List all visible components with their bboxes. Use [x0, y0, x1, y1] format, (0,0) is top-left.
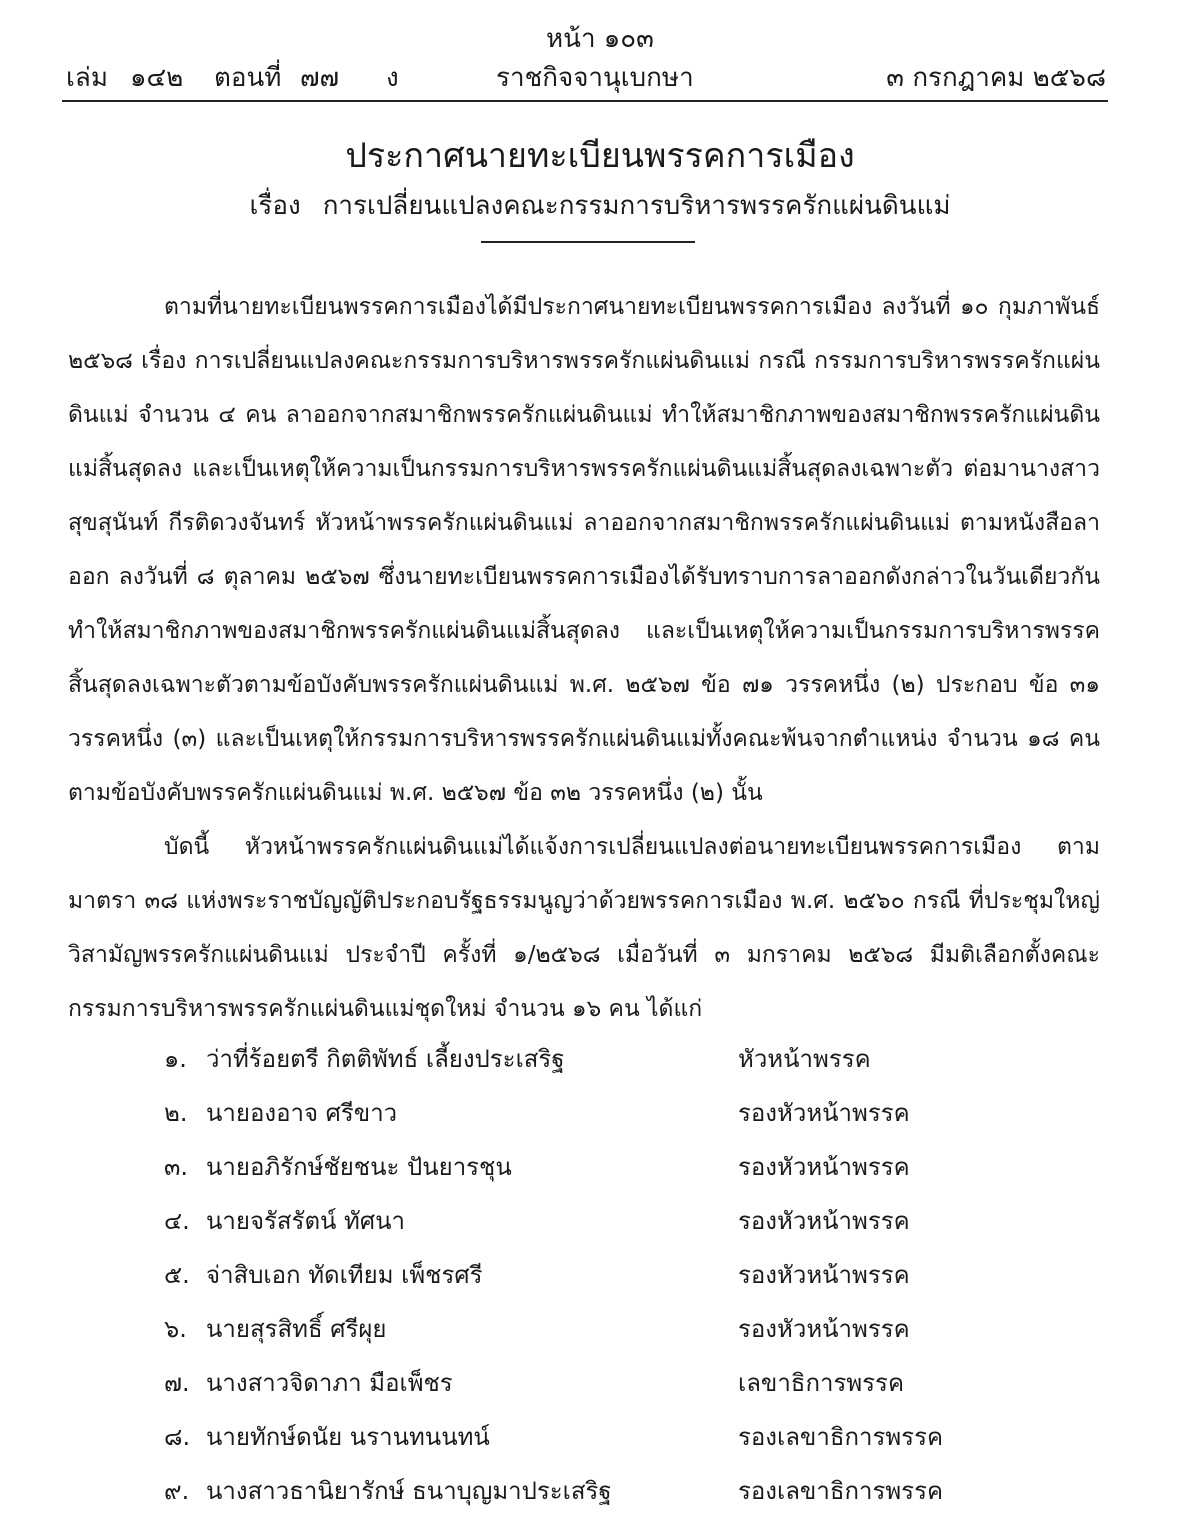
committee-member-row [164, 1194, 1064, 1248]
member-name: นายทักษ์ดนัย นรานทนนทน์ [206, 1423, 490, 1451]
member-role: รองหัวหน้าพรรค [738, 1315, 910, 1343]
paragraph-notice: บัดนี้ หัวหน้าพรรครักแผ่นดินแม่ได้แจ้งการเปลี่ยนแปลงต่อนายทะเบียนพรรคการเมือง ตามมาตรา ๓๘ แห่งพระราชบัญญัติประกอบรัฐธรรมนูญว่าด้วยพรรคการเมือง พ.ศ. ๒๕๖๐ กรณี ที่ประชุมใหญ่วิสามัญพรรครักแผ่นดินแม่ ประจำปี ครั้งที่ ๑/๒๕๖๘ เมื่อวันที่ ๓ มกราคม ๒๕๖๘ มีมติเลือกตั้งคณะกรรมการบริหารพรรครักแผ่นดินแม่ชุดใหม่ จำนวน ๑๖ คน ได้แก่ [68, 834, 1100, 1022]
member-number: ๔. [164, 1207, 190, 1235]
gazette-name: ราชกิจจานุเบกษา [496, 63, 694, 93]
member-number: ๒. [164, 1099, 188, 1127]
volume-number: ๑๔๒ [130, 63, 184, 93]
member-role: รองหัวหน้าพรรค [738, 1153, 910, 1181]
announcement-body [68, 280, 1100, 1036]
committee-member-row [164, 1086, 1064, 1140]
issue-number: ๗๗ [300, 63, 340, 93]
committee-member-row [164, 1464, 1064, 1518]
volume-label: เล่ม [66, 63, 108, 93]
member-name: นายองอาจ ศรีขาว [206, 1099, 398, 1127]
member-number: ๑. [164, 1045, 187, 1073]
subject-text: การเปลี่ยนแปลงคณะกรรมการบริหารพรรครักแผ่นดินแม่ [322, 191, 951, 221]
gazette-header [66, 60, 1106, 96]
member-number: ๙. [164, 1477, 190, 1505]
committee-member-row [164, 1356, 1064, 1410]
member-name: ว่าที่ร้อยตรี กิตติพัทธ์ เลี้ยงประเสริฐ [206, 1045, 565, 1073]
committee-member-row [164, 1410, 1064, 1464]
member-role: รองเลขาธิการพรรค [738, 1477, 944, 1505]
member-name: นายจรัสรัตน์ ทัศนา [206, 1207, 405, 1235]
committee-member-row [164, 1248, 1064, 1302]
member-role: หัวหน้าพรรค [738, 1045, 871, 1073]
member-role: รองหัวหน้าพรรค [738, 1099, 910, 1127]
committee-member-row [164, 1140, 1064, 1194]
member-number: ๕. [164, 1261, 190, 1289]
title-divider [481, 241, 695, 243]
member-role: รองหัวหน้าพรรค [738, 1207, 910, 1235]
publication-date: ๓ กรกฎาคม ๒๕๖๘ [886, 63, 1106, 93]
issue-label: ตอนที่ [214, 63, 282, 93]
member-name: จ่าสิบเอก ทัดเทียม เพ็ชรศรี [206, 1261, 483, 1289]
member-number: ๘. [164, 1423, 191, 1451]
member-role: รองหัวหน้าพรรค [738, 1261, 910, 1289]
member-role: รองเลขาธิการพรรค [738, 1423, 944, 1451]
member-name: นางสาวธานิยารักษ์ ธนาบุญมาประเสริฐ [206, 1477, 612, 1505]
committee-member-row [164, 1302, 1064, 1356]
member-name: นายสุรสิทธิ์ ศรีผุย [206, 1315, 387, 1343]
member-number: ๓. [164, 1153, 189, 1181]
page-number: หน้า ๑๐๓ [546, 24, 654, 54]
member-role: เลขาธิการพรรค [738, 1369, 904, 1397]
announcement-subject [0, 186, 1200, 226]
member-name: นายอภิรักษ์ชัยชนะ ปันยารชุน [206, 1153, 512, 1181]
member-number: ๗. [164, 1369, 190, 1397]
committee-member-row [164, 1032, 1064, 1086]
announcement-title: ประกาศนายทะเบียนพรรคการเมือง [345, 136, 855, 176]
member-number: ๖. [164, 1315, 187, 1343]
paragraph-background: ตามที่นายทะเบียนพรรคการเมืองได้มีประกาศนายทะเบียนพรรคการเมือง ลงวันที่ ๑๐ กุมภาพันธ์ ๒๕๖๘ เรื่อง การเปลี่ยนแปลงคณะกรรมการบริหารพรรครักแผ่นดินแม่ กรณี กรรมการบริหารพรรครักแผ่นดินแม่ จำนวน ๔ คน ลาออกจากสมาชิกพรรครักแผ่นดินแม่ ทำให้สมาชิกภาพของสมาชิกพรรครักแผ่นดินแม่สิ้นสุดลง และเป็นเหตุให้ความเป็นกรรมการบริหารพรรครักแผ่นดินแม่สิ้นสุดลงเฉพาะตัว ต่อมานางสาวสุขสุนันท์ กีรติดวงจันทร์ หัวหน้าพรรครักแผ่นดินแม่ ลาออกจากสมาชิกพรรครักแผ่นดินแม่ ตามหนังสือลาออก ลงวันที่ ๘ ตุลาคม ๒๕๖๗ ซึ่งนายทะเบียนพรรคการเมืองได้รับทราบการลาออกดังกล่าวในวันเดียวกัน ทำให้สมาชิกภาพของสมาชิกพรรครักแผ่นดินแม่สิ้นสุดลง และเป็นเหตุให้ความเป็นกรรมการบริหารพรรค สิ้นสุดลงเฉพาะตัวตามข้อบังคับพรรครักแผ่นดินแม่ พ.ศ. ๒๕๖๗ ข้อ ๗๑ วรรคหนึ่ง (๒) ประกอบ ข้อ ๓๑ วรรคหนึ่ง (๓) และเป็นเหตุให้กรรมการบริหารพรรครักแผ่นดินแม่ทั้งคณะพ้นจากตำแหน่ง จำนวน ๑๘ คน ตามข้อบังคับพรรครักแผ่นดินแม่ พ.ศ. ๒๕๖๗ ข้อ ๓๒ วรรคหนึ่ง (๒) นั้น [68, 294, 1100, 806]
committee-member-list [164, 1032, 1064, 1518]
member-name: นางสาวจิดาภา มือเพ็ชร [206, 1369, 453, 1397]
subject-label: เรื่อง [249, 191, 301, 221]
section-letter: ง [386, 63, 399, 93]
header-divider [62, 100, 1108, 102]
